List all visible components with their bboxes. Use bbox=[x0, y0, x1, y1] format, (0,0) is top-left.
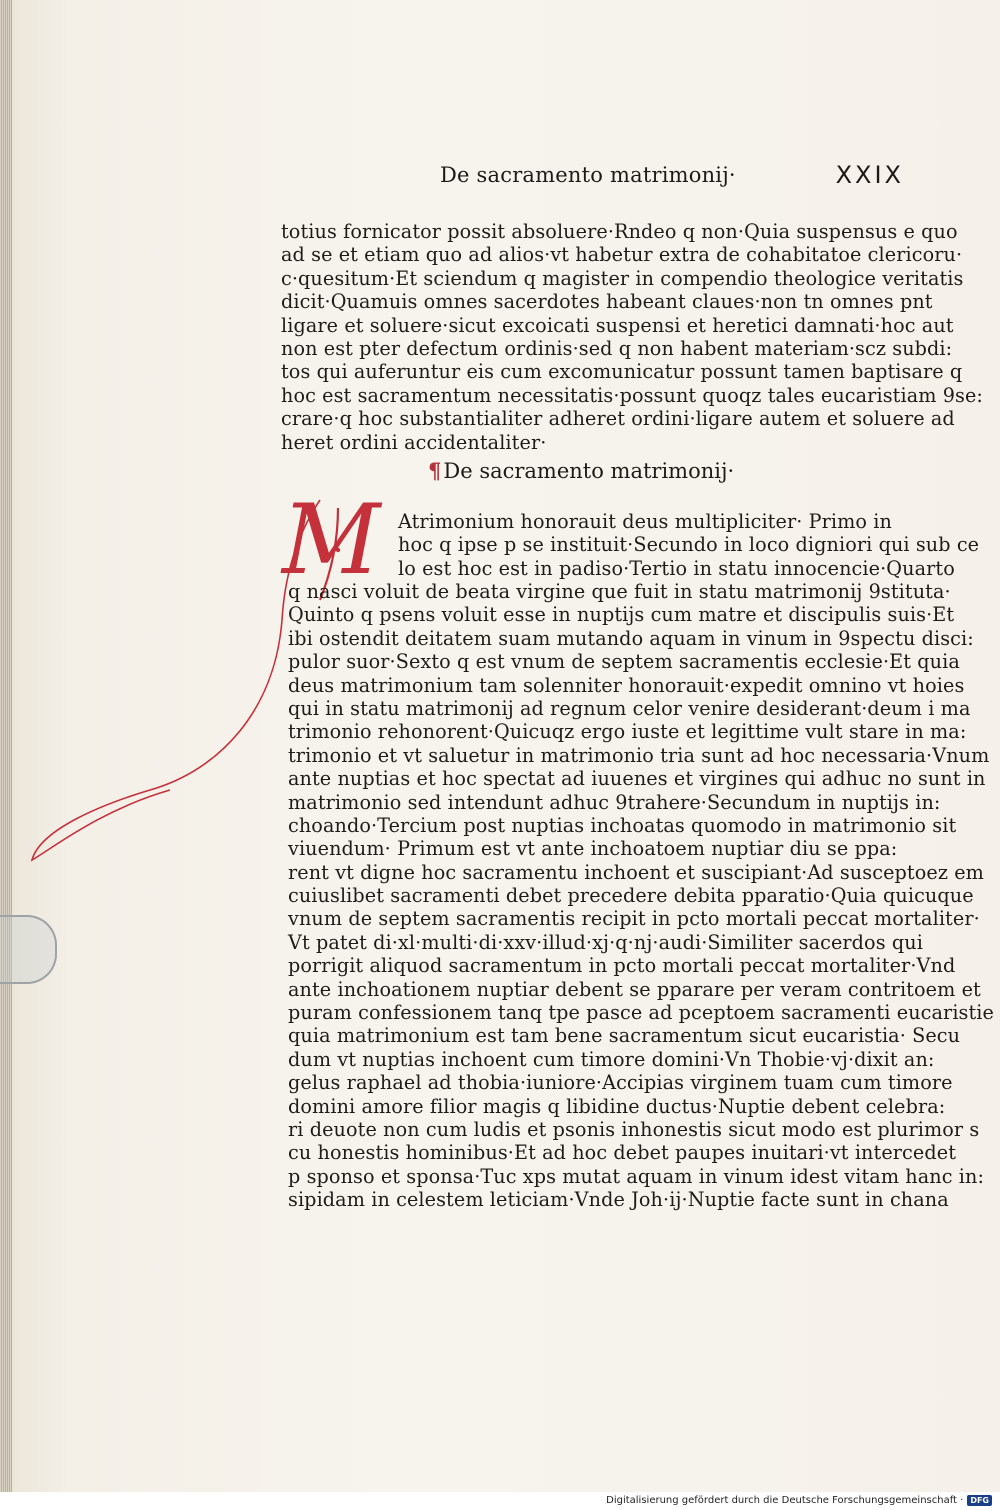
page-edges bbox=[0, 0, 12, 1492]
text-block-a bbox=[281, 220, 983, 454]
text-line: non est pter defectum ordinis·sed q non habent materiam·scz subdi: bbox=[281, 336, 953, 360]
text-line: heret ordini accidentaliter· bbox=[281, 430, 547, 454]
text-line: ri deuote non cum ludis et psonis inhonestis sicut modo est plurimor s bbox=[288, 1117, 980, 1141]
text-line: choando·Tercium post nuptias inchoatas quomodo in matrimonio sit bbox=[288, 813, 957, 837]
text-line: rent vt digne hoc sacramentu inchoent et suscipiant·Ad susceptoez em bbox=[288, 860, 984, 884]
text-line: tos qui auferuntur eis cum excomunicatur possunt tamen baptisare q bbox=[281, 360, 963, 384]
text-line: q nasci voluit de beata virgine que fuit in statu matrimonij 9stituta· bbox=[288, 580, 951, 603]
section-heading bbox=[428, 458, 734, 483]
text-block-b bbox=[398, 510, 980, 580]
folio-number: XXIX bbox=[835, 161, 904, 189]
running-title: De sacramento matrimonij· bbox=[440, 163, 736, 187]
text-line: ligare et soluere·sicut excoicati suspensi et heretici damnati·hoc aut bbox=[281, 313, 954, 337]
rubric-pilcrow-icon: ¶ bbox=[428, 458, 442, 483]
text-line: ibi ostendit deitatem suam mutando aquam in vinum in 9spectu disci: bbox=[288, 626, 974, 650]
text-line: dum vt nuptias inchoent cum timore domini·Vn Thobie·vj·dixit an: bbox=[288, 1047, 935, 1071]
text-line: matrimonio sed intendunt adhuc 9trahere·Secundum in nuptijs in: bbox=[288, 790, 941, 814]
text-line: dicit·Quamuis omnes sacerdotes habeant claues·non tn omnes pnt bbox=[281, 290, 933, 314]
text-line: domini amore filior magis q libidine ductus·Nuptie debent celebra: bbox=[288, 1094, 946, 1118]
text-line: trimonio et vt saluetur in matrimonio tria sunt ad hoc necessaria·Vnum bbox=[288, 743, 990, 767]
text-line: vnum de septem sacramentis recipit in pcto mortali peccat mortaliter· bbox=[288, 907, 980, 931]
text-line: qui in statu matrimonij ad regnum celor venire desiderant·deum i ma bbox=[288, 696, 971, 720]
text-line: c·quesitum·Et sciendum q magister in compendio theologice veritatis bbox=[281, 266, 964, 290]
text-line: Atrimonium honorauit deus multipliciter· Primo in bbox=[398, 510, 892, 533]
initial-capital: M bbox=[282, 484, 381, 596]
text-line: quia matrimonium est tam bene sacramentum sicut eucaristia· Secu bbox=[288, 1024, 961, 1048]
text-block-c bbox=[288, 580, 995, 1212]
text-line: cu honestis hominibus·Et ad hoc debet paupes inuitari·vt intercedet bbox=[288, 1141, 957, 1165]
text-line: Vt patet di·xl·multi·di·xxv·illud·xj·q·nj·audi·Similiter sacerdos qui bbox=[288, 930, 923, 954]
section-heading-text: De sacramento matrimonij· bbox=[443, 459, 735, 483]
text-line: porrigit aliquod sacramentum in pcto mortali peccat mortaliter·Vnd bbox=[288, 954, 956, 978]
text-line: cuiuslibet sacramenti debet precedere debita pparatio·Quia quicuque bbox=[288, 884, 974, 908]
text-line: gelus raphael ad thobia·iuniore·Accipias virginem tuam cum timore bbox=[288, 1071, 953, 1095]
text-line: viuendum· Primum est vt ante inchoatoem nuptiar diu se ppa: bbox=[288, 837, 898, 861]
text-line: hoc q ipse p se instituit·Secundo in loco digniori qui sub ce bbox=[398, 533, 980, 557]
dfg-logo-icon: DFG bbox=[967, 1495, 992, 1506]
text-line: sipidam in celestem leticiam·Vnde Joh·ij·Nuptie facte sunt in chana bbox=[288, 1188, 949, 1212]
footer-credit bbox=[606, 1495, 992, 1506]
text-line: hoc est sacramentum necessitatis·possunt quoqz tales eucaristiam 9se: bbox=[281, 383, 983, 407]
text-line: deus matrimonium tam solenniter honorauit·expedit omnino vt hoies bbox=[288, 673, 965, 697]
text-line: ad se et etiam quo ad alios·vt habetur extra de cohabitatoe clericoru· bbox=[281, 243, 963, 267]
text-line: p sponso et sponsa·Tuc xps mutat aquam in vinum idest vitam hanc in: bbox=[288, 1164, 985, 1188]
text-line: pulor suor·Sexto q est vnum de septem sacramentis ecclesie·Et quia bbox=[288, 650, 960, 674]
text-line: Quinto q psens voluit esse in nuptijs cum matre et discipulis suis·Et bbox=[288, 603, 955, 627]
running-head bbox=[440, 163, 910, 193]
text-line: ante inchoationem nuptiar debent se pparare per veram contritoem et bbox=[288, 977, 981, 1001]
text-line: puram confessionem tanq tpe pasce ad pceptoem sacramenti eucaristie bbox=[288, 1001, 995, 1025]
text-line: ante nuptias et hoc spectat ad iuuenes et virgines qui adhuc no sunt in bbox=[288, 767, 986, 791]
page-clip bbox=[0, 915, 57, 984]
text-line: totius fornicator possit absoluere·Rndeo q non·Quia suspensus e quo bbox=[281, 220, 958, 243]
text-line: lo est hoc est in padiso·Tertio in statu innocencie·Quarto bbox=[398, 556, 955, 580]
footer-credit-text: Digitalisierung gefördert durch die Deutsche Forschungsgemeinschaft · bbox=[606, 1495, 964, 1506]
text-line: crare·q hoc substantialiter adheret ordini·ligare autem et soluere ad bbox=[281, 407, 955, 431]
text-line: trimonio rehonorent·Quicuqz ergo iuste et legittime vult stare in ma: bbox=[288, 720, 967, 744]
